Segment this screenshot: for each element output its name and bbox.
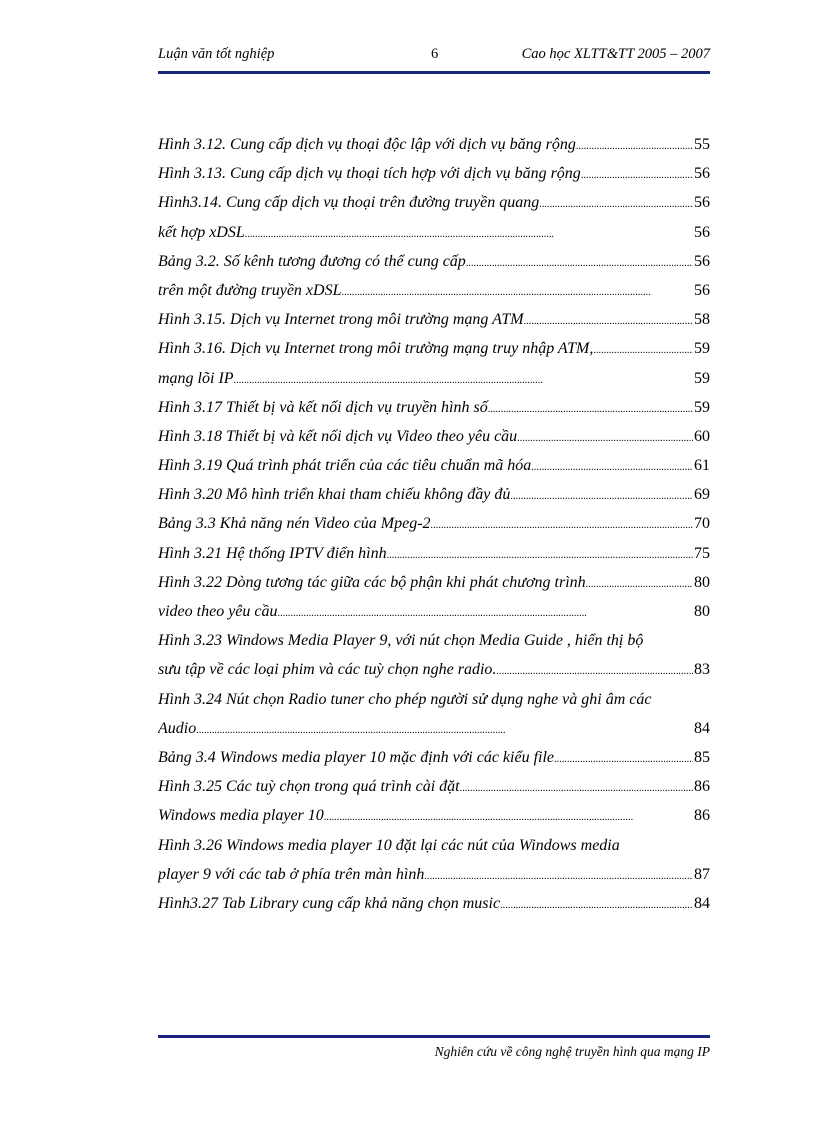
- toc-entry-title: Bảng 3.2. Số kênh tương đương có thể cung cấp: [158, 252, 466, 270]
- toc-entry-leader: [496, 655, 693, 684]
- toc-entry[interactable]: [158, 393, 710, 422]
- page-header: [158, 46, 710, 68]
- header-page-number: 6: [431, 46, 439, 62]
- toc-entry-leader: [245, 218, 693, 247]
- toc-entry-title: Hình 3.23 Windows Media Player 9, với nút chọn Media Guide , hiển thị bộ: [158, 632, 644, 650]
- toc-entry-page: 86: [694, 807, 710, 825]
- toc-entry-title: player 9 với các tab ở phía trên màn hình: [158, 865, 425, 883]
- toc-entry-page: 56: [694, 223, 710, 241]
- toc-entry[interactable]: [158, 509, 710, 538]
- toc-entry-title: Hình 3.19 Quá trình phát triển của các tiêu chuẩn mã hóa: [158, 457, 532, 475]
- toc-entry[interactable]: [158, 480, 710, 509]
- toc-entry[interactable]: [158, 597, 710, 626]
- toc-entry-page: 84: [694, 719, 710, 737]
- toc-entry[interactable]: [158, 276, 710, 305]
- toc-entry-page: 85: [694, 748, 710, 766]
- toc-entry-page: 80: [694, 603, 710, 620]
- toc-entry-leader: [524, 305, 693, 334]
- toc-entry-title: Hình 3.22 Dòng tương tác giữa các bộ phận khi phát chương trình: [158, 573, 586, 591]
- toc-entry-page: 58: [694, 311, 710, 329]
- toc-entry-leader: [460, 772, 693, 801]
- toc-entry-leader: [387, 539, 693, 568]
- toc-entry[interactable]: [158, 626, 710, 655]
- toc-entry-page: 56: [694, 165, 710, 183]
- toc-entry-title: Hình 3.26 Windows media player 10 đặt lại các nút của Windows media: [158, 836, 620, 854]
- toc-entry-page: 84: [694, 894, 710, 912]
- toc-entry-leader: [488, 393, 693, 422]
- toc-entry[interactable]: [158, 685, 710, 714]
- toc-entry[interactable]: [158, 159, 710, 188]
- toc-entry-page: 59: [694, 398, 710, 416]
- toc-entry-title: Hình 3.20 Mô hình triển khai tham chiếu không đầy đủ: [158, 486, 511, 504]
- toc-entry-leader: [517, 422, 693, 451]
- toc-entry-title: Hình 3.12. Cung cấp dịch vụ thoại độc lập với dịch vụ băng rộng: [158, 136, 576, 153]
- toc-entry-page: 80: [694, 573, 710, 591]
- toc-entry-title: Hình3.14. Cung cấp dịch vụ thoại trên đường truyền quang: [158, 194, 540, 212]
- toc-entry-title: Hình 3.15. Dịch vụ Internet trong môi trường mạng ATM: [158, 311, 524, 329]
- toc-entry[interactable]: [158, 743, 710, 772]
- page-footer: Nghiên cứu về công nghệ truyền hình qua mạng IP: [434, 1044, 710, 1059]
- toc-entry-page: 69: [694, 486, 710, 504]
- toc-entry[interactable]: [158, 860, 710, 889]
- toc-entry-page: 56: [694, 281, 710, 299]
- toc-entry[interactable]: [158, 714, 710, 743]
- toc-entry-title: sưu tập về các loại phim và các tuỳ chọn nghe radio.: [158, 661, 497, 679]
- toc-entry-leader: [539, 188, 693, 217]
- toc-entry-leader: [424, 860, 693, 889]
- toc-entry-page: 56: [694, 194, 710, 212]
- toc-entry[interactable]: [158, 801, 710, 830]
- toc-entry-page: 61: [694, 457, 710, 475]
- toc-entry-title: Hình 3.24 Nút chọn Radio tuner cho phép người sử dụng nghe và ghi âm các: [158, 690, 652, 708]
- header-rule: [158, 71, 710, 74]
- toc-entry-page: 83: [694, 661, 710, 679]
- toc-entry-page: 87: [694, 865, 710, 883]
- toc-entry-title: Hình3.27 Tab Library cung cấp khả năng chọn music: [158, 894, 501, 912]
- toc-entry-leader: [278, 597, 694, 626]
- toc-entry[interactable]: [158, 831, 710, 860]
- toc-entry-leader: [196, 714, 693, 743]
- toc-entry-title: Hình 3.16. Dịch vụ Internet trong môi trường mạng truy nhập ATM,: [158, 340, 594, 358]
- toc-entry-page: 55: [694, 136, 710, 153]
- toc-entry-leader: [234, 364, 693, 393]
- toc-entry[interactable]: [158, 889, 710, 918]
- toc-entry-page: 59: [694, 340, 710, 358]
- toc-entry-page: 86: [694, 778, 710, 796]
- toc-entry-leader: [576, 130, 693, 159]
- toc-entry[interactable]: [158, 218, 710, 247]
- toc-entry-leader: [324, 801, 693, 830]
- toc-entry-title: Audio: [158, 719, 197, 737]
- toc-entry[interactable]: [158, 655, 710, 684]
- toc-entry-leader: [531, 451, 693, 480]
- toc-entry-title: trên một đường truyền xDSL: [158, 281, 342, 299]
- toc-entry-leader: [466, 247, 693, 276]
- toc-entry-leader: [581, 159, 693, 188]
- toc-entry[interactable]: [158, 305, 710, 334]
- toc-entry-page: 70: [694, 515, 710, 533]
- toc-entry-title: Hình 3.21 Hệ thống IPTV điển hình: [158, 544, 387, 562]
- toc-entry[interactable]: [158, 334, 710, 363]
- toc-entry-page: 56: [694, 252, 710, 270]
- header-thesis-label: Luận văn tốt nghiệp: [158, 46, 275, 62]
- toc-entry-title: Windows media player 10: [158, 807, 324, 825]
- toc-entry-title: mạng lõi IP: [158, 369, 234, 387]
- toc-entry[interactable]: [158, 247, 710, 276]
- header-course-label: Cao học XLTT&TT 2005 – 2007: [521, 46, 710, 62]
- toc-entry[interactable]: [158, 772, 710, 801]
- toc-entry-title: Bảng 3.3 Khả năng nén Video của Mpeg-2: [158, 515, 431, 533]
- toc-entry-title: Hình 3.18 Thiết bị và kết nối dịch vụ Video theo yêu cầu: [158, 427, 518, 445]
- toc-entry[interactable]: [158, 364, 710, 393]
- footer-rule: [158, 1035, 710, 1038]
- toc-entry-page: 60: [694, 427, 710, 445]
- toc-entry[interactable]: [158, 188, 710, 217]
- toc-entry-title: video theo yêu cầu: [158, 603, 278, 620]
- toc-entry[interactable]: [158, 568, 710, 597]
- toc-entry-leader: [510, 480, 693, 509]
- figure-table-list: [158, 130, 710, 918]
- toc-entry[interactable]: [158, 539, 710, 568]
- toc-entry-leader: [500, 889, 693, 918]
- toc-entry[interactable]: [158, 422, 710, 451]
- toc-entry-leader: [554, 743, 693, 772]
- toc-entry-page: 59: [694, 369, 710, 387]
- toc-entry[interactable]: [158, 130, 710, 159]
- toc-entry-title: Hình 3.13. Cung cấp dịch vụ thoại tích hợp với dịch vụ băng rộng: [158, 165, 581, 183]
- toc-entry-title: Hình 3.25 Các tuỳ chọn trong quá trình cài đặt: [158, 778, 460, 796]
- toc-entry-leader: [586, 568, 693, 597]
- toc-entry-leader: [593, 334, 693, 363]
- toc-entry-leader: [341, 276, 693, 305]
- toc-entry-page: 75: [694, 544, 710, 562]
- toc-entry-leader: [431, 509, 693, 538]
- toc-entry-title: kết hợp xDSL: [158, 223, 245, 241]
- toc-entry-title: Bảng 3.4 Windows media player 10 mặc định với các kiểu file: [158, 748, 555, 766]
- toc-entry[interactable]: [158, 451, 710, 480]
- toc-entry-title: Hình 3.17 Thiết bị và kết nối dịch vụ truyền hình số: [158, 398, 488, 416]
